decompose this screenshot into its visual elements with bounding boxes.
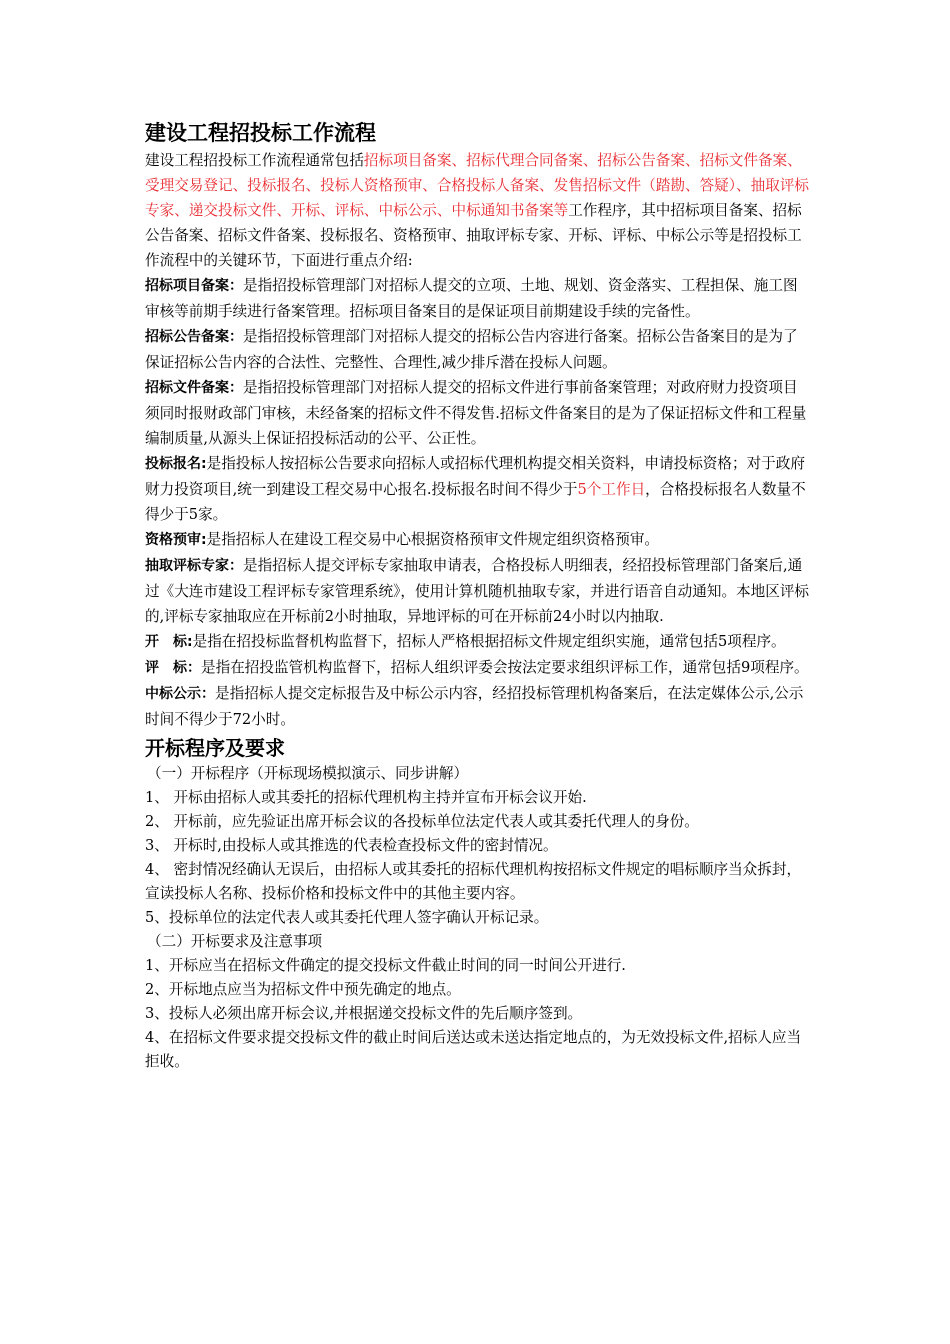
procedure-item: 1、 开标由招标人或其委托的招标代理机构主持并宣布开标会议开始. xyxy=(145,789,587,806)
definition-bid-opening xyxy=(145,629,810,655)
definition-text: 是指招投标管理部门对招标人提交的招标公告内容进行备案。招标公告备案目的是为了保证招标公告内容的合法性、完整性、合理性,减少排斥潜在投标人问题。 xyxy=(145,328,798,371)
intro-highlight: 招标项目备案、招标代理合同备案、招标公告备案、招标文件备案、受理交易登记、投标报名、投标人资格预审、合格投标人备案、发售招标文件（踏勘、答疑）、抽取评标专家、递交投标文件、开标、评标、中标公示、中标通知书备案等 xyxy=(145,152,810,219)
document-page xyxy=(145,118,810,1074)
definition-term: 中标公示： xyxy=(145,686,215,702)
procedure-item: 3、 开标时,由投标人或其推选的代表检查投标文件的密封情况。 xyxy=(145,837,558,854)
requirement-item: 3、投标人必须出席开标会议,并根据递交投标文件的先后顺序签到。 xyxy=(145,1005,583,1022)
intro-lead: 建设工程招投标工作流程通常包括 xyxy=(145,152,364,169)
definition-prequalification xyxy=(145,527,810,553)
definition-term: 招标文件备案： xyxy=(145,380,243,396)
definition-term: 抽取评标专家： xyxy=(145,558,243,574)
definition-text: 是指招标人在建设工程交易中心根据资格预审文件规定组织资格预审。 xyxy=(206,531,660,548)
definition-text: 是指招标人提交定标报告及中标公示内容，经招投标管理机构备案后，在法定媒体公示,公示时间不得少于72小时。 xyxy=(145,685,804,728)
definition-text: 是指招投标管理部门对招标人提交的招标文件进行事前备案管理；对政府财力投资项目须同时报财政部门审核，未经备案的招标文件不得发售.招标文件备案目的是为了保证招标文件和工程量编制质量,从源头上保证招投标活动的公平、公正性。 xyxy=(145,379,807,447)
definition-term: 招标公告备案： xyxy=(145,329,243,345)
definition-expert-selection xyxy=(145,553,810,629)
definition-term: 开 标: xyxy=(145,634,193,650)
intro-paragraph xyxy=(145,148,810,273)
definition-award-publicity xyxy=(145,681,810,732)
intro-rest: 工作程序，其中招标项目备案、招标公告备案、招标文件备案、投标报名、资格预审、抽取评标专家、开标、评标、中标公示等是招投标工作流程中的关键环节，下面进行重点介绍: xyxy=(145,202,802,269)
definition-bid-registration xyxy=(145,451,810,527)
definition-term: 招标项目备案： xyxy=(145,278,243,294)
requirement-item: 2、开标地点应当为招标文件中预先确定的地点。 xyxy=(145,981,461,998)
definition-text: ，合格投标报名人数量不得少于5家。 xyxy=(145,481,806,523)
requirements-heading: （二）开标要求及注意事项 xyxy=(147,933,323,950)
requirement-item: 4、在招标文件要求提交投标文件的截止时间后送达或未送达指定地点的，为无效投标文件,招标人应当拒收。 xyxy=(145,1029,802,1070)
definition-text: 是指招投标管理部门对招标人提交的立项、土地、规划、资金落实、工程担保、施工图审核等前期手续进行备案管理。招标项目备案目的是保证项目前期建设手续的完备性。 xyxy=(145,277,798,320)
section-title: 开标程序及要求 xyxy=(145,736,285,760)
definition-highlight: 5个工作日 xyxy=(577,481,646,498)
definition-text: 是指招标人提交评标专家抽取申请表，合格投标人明细表，经招投标管理部门备案后,通过《大连市建设工程评标专家管理系统》，使用计算机随机抽取专家，并进行语音自动通知。本地区评标的,评标专家抽取应在开标前2小时抽取，异地评标的可在开标前24小时以内抽取. xyxy=(145,557,810,625)
definition-text: 是指在招投标监督机构监督下，招标人严格根据招标文件规定组织实施，通常包括5项程序。 xyxy=(192,633,786,650)
procedure-item: 2、 开标前，应先验证出席开标会议的各投标单位法定代表人或其委托代理人的身份。 xyxy=(145,813,699,830)
definition-bid-evaluation xyxy=(145,655,810,681)
definition-project-filing xyxy=(145,273,810,324)
definition-term: 投标报名: xyxy=(145,456,207,472)
procedure-item: 5、投标单位的法定代表人或其委托代理人签字确认开标记录。 xyxy=(145,909,549,926)
definition-notice-filing xyxy=(145,324,810,375)
definition-text: 是指在招投监管机构监督下，招标人组织评委会按法定要求组织评标工作，通常包括9项程序。 xyxy=(201,659,809,676)
requirement-item: 1、开标应当在招标文件确定的提交投标文件截止时间的同一时间公开进行. xyxy=(145,957,626,974)
definition-document-filing xyxy=(145,375,810,451)
page-title: 建设工程招投标工作流程 xyxy=(145,121,376,145)
definition-term: 评 标： xyxy=(145,660,201,676)
definition-term: 资格预审: xyxy=(145,532,207,548)
procedure-item: 4、 密封情况经确认无误后，由招标人或其委托的招标代理机构按招标文件规定的唱标顺序当众拆封，宣读投标人名称、投标价格和投标文件中的其他主要内容。 xyxy=(145,861,802,902)
definition-text: 是指投标人按招标公告要求向招标人或招标代理机构提交相关资料，申请投标资格；对于政府财力投资项目,统一到建设工程交易中心报名.投标报名时间不得少于 xyxy=(145,455,805,498)
procedure-heading: （一）开标程序（开标现场模拟演示、同步讲解） xyxy=(147,765,469,782)
